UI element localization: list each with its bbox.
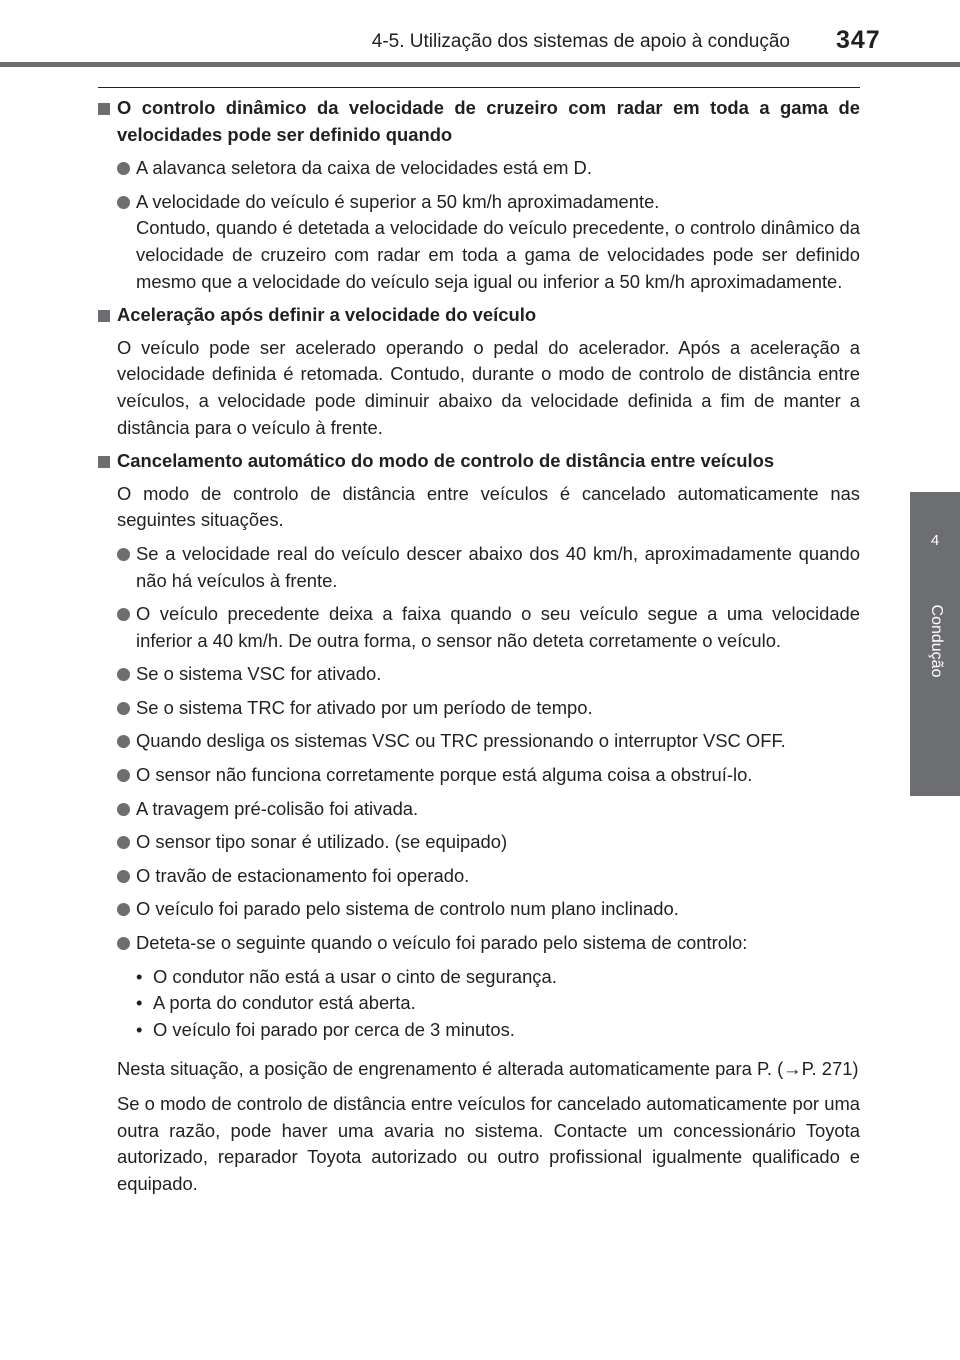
list-item-text: O veículo foi parado pelo sistema de controlo num plano inclinado. [136,898,679,920]
list-item-text: O sensor não funciona corretamente porque está alguma coisa a obstruí-lo. [136,764,753,786]
dot-bullet-icon: • [136,992,143,1014]
list-item [98,189,860,295]
square-bullet-icon [98,456,110,468]
list-item [98,762,860,789]
sub-list [98,964,860,1044]
list-item-text: Deteta-se o seguinte quando o veículo foi parado pelo sistema de controlo: [136,932,748,954]
list-item-text: A travagem pré-colisão foi ativada. [136,797,419,819]
chapter-tab [910,492,960,796]
list-item [98,863,860,890]
round-bullet-icon [117,735,130,748]
list-item [98,661,860,688]
round-bullet-icon [117,836,130,849]
section-heading-text: O controlo dinâmico da velocidade de cruzeiro com radar em toda a gama de velocidades pode ser definido quando [117,97,860,145]
sub-list-item-text: O veículo foi parado por cerca de 3 minutos. [153,1018,515,1040]
list-item [98,728,860,755]
round-bullet-icon [117,196,130,209]
list-item-text: A alavanca seletora da caixa de velocidades está em D. [136,157,592,179]
list-item-text: O sensor tipo sonar é utilizado. (se equipado) [136,831,508,853]
top-rule [98,87,860,88]
list-item [98,796,860,823]
round-bullet-icon [117,769,130,782]
round-bullet-icon [117,903,130,916]
page-content [98,95,860,1197]
round-bullet-icon [117,608,130,621]
paragraph: Nesta situação, a posição de engrenamento é alterada automaticamente para P. (→P. 271) [117,1058,859,1080]
round-bullet-icon [117,702,130,715]
section-heading-text: Aceleração após definir a velocidade do veículo [117,304,537,326]
list-item [98,896,860,923]
list-item-text: Se a velocidade real do veículo descer abaixo dos 40 km/h, aproximadamente quando não há veículos à frente. [136,542,860,591]
square-bullet-icon [98,103,110,115]
page-number: 347 [836,26,881,54]
paragraph: O modo de controlo de distância entre veículos é cancelado automaticamente nas seguintes situações. [117,482,860,531]
list-item-text: Quando desliga os sistemas VSC ou TRC pressionando o interruptor VSC OFF. [136,730,786,752]
section-heading [98,448,860,475]
chapter-number: 4 [930,532,940,549]
list-item [98,541,860,594]
round-bullet-icon [117,548,130,561]
list-item [98,695,860,722]
list-item [98,155,860,182]
chapter-label: Condução [928,604,945,678]
list-item [98,829,860,856]
list-item [98,601,860,654]
paragraph: O veículo pode ser acelerado operando o pedal do acelerador. Após a aceleração a velocidade definida é retomada. Contudo, durante o modo de controlo de distância entre veículos, a velocidade pode diminuir abaixo da velocidade definida a fim de manter a distância para o veículo à frente. [117,336,860,438]
list-item [98,930,860,957]
header-bar [0,62,960,67]
section-heading [98,302,860,329]
dot-bullet-icon: • [136,965,143,987]
header-title: 4-5. Utilização dos sistemas de apoio à condução [371,31,790,52]
list-item-text: O travão de estacionamento foi operado. [136,864,470,886]
list-item-text: Se o sistema TRC for ativado por um período de tempo. [136,696,593,718]
paragraph: Se o modo de controlo de distância entre veículos for cancelado automaticamente por uma outra razão, pode haver uma avaria no sistema. Contacte um concessionário Toyota autorizado, reparador Toyota autorizado ou outro profissional igualmente qualificado e equipado. [117,1093,860,1194]
round-bullet-icon [117,162,130,175]
dot-bullet-icon: • [136,1018,143,1040]
sub-list-item [136,964,860,991]
section-heading-text: Cancelamento automático do modo de controlo de distância entre veículos [117,450,775,472]
list-item-text: A velocidade do veículo é superior a 50 km/h aproximadamente. [136,190,660,212]
sub-list-item [136,1017,860,1044]
list-item-continuation: Contudo, quando é detetada a velocidade do veículo precedente, o controlo dinâmico da velocidade de cruzeiro com radar em toda a gama de velocidades pode ser definido mesmo que a velocidade do veículo seja igual ou inferior a 50 km/h aproximadamente. [136,217,860,292]
square-bullet-icon [98,310,110,322]
round-bullet-icon [117,937,130,950]
list-item-text: O veículo precedente deixa a faixa quando o seu veículo segue a uma velocidade inferior a 40 km/h. De outra forma, o sensor não deteta corretamente o veículo. [136,603,860,651]
sub-list-item-text: A porta do condutor está aberta. [153,992,416,1014]
section-heading [98,95,860,148]
sub-list-item [136,990,860,1017]
sub-list-item-text: O condutor não está a usar o cinto de segurança. [153,965,557,987]
round-bullet-icon [117,668,130,681]
list-item-text: Se o sistema VSC for ativado. [136,663,382,685]
round-bullet-icon [117,803,130,816]
round-bullet-icon [117,870,130,883]
